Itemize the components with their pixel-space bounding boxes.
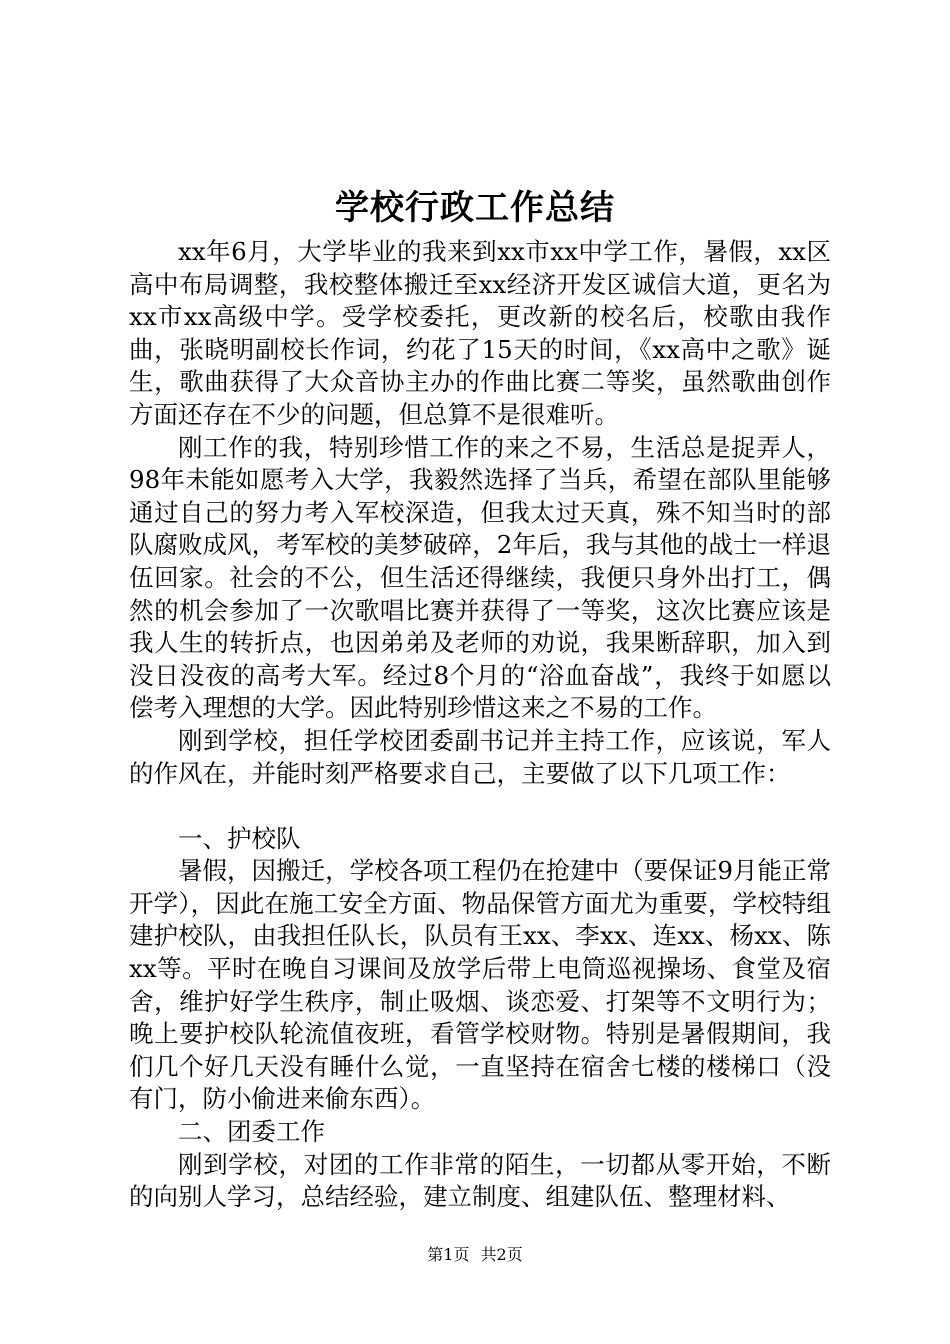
section-2-paragraph: 刚到学校，对团的工作非常的陌生，一切都从零开始，不断的向别人学习，总结经验，建立制度、组建队伍、整理材料、 — [129, 1149, 831, 1212]
section-1-paragraph: 暑假，因搬迁，学校各项工程仍在抢建中（要保证9月能正常开学），因此在施工安全方面、物品保管方面尤为重要，学校特组建护校队，由我担任队长，队员有王xx、李xx、连xx、杨xx、陈xx等。平时在晚自习课间及放学后带上电筒巡视操场、食堂及宿舍，维护好学生秩序，制止吸烟、谈恋爱、打架等不文明行为；晚上要护校队轮流值夜班，看管学校财物。特别是暑假期间，我们几个好几天没有睡什么觉，一直坚持在宿舍七楼的楼梯口（没有门，防小偷进来偷东西）。 — [129, 856, 831, 1114]
paragraph-2: 刚工作的我，特别珍惜工作的来之不易，生活总是捉弄人，98年未能如愿考入大学，我毅然选择了当兵，希望在部队里能够通过自己的努力考入军校深造，但我太过天真，殊不知当时的部队腐败成风，考军校的美梦破碎，2年后，我与其他的战士一样退伍回家。社会的不公，但生活还得继续，我便只身外出打工，偶然的机会参加了一次歌唱比赛并获得了一等奖，这次比赛应该是我人生的转折点，也因弟弟及老师的劝说，我果断辞职，加入到没日没夜的高考大军。经过8个月的“浴血奋战”，我终于如愿以偿考入理想的大学。因此特别珍惜这来之不易的工作。 — [129, 432, 831, 723]
document-title: 学校行政工作总结 — [335, 188, 615, 228]
paragraph-1: xx年6月，大学毕业的我来到xx市xx中学工作，暑假，xx区高中布局调整，我校整体搬迁至xx经济开发区诚信大道，更名为xx市xx高级中学。受学校委托，更改新的校名后，校歌由我作曲，张晓明副校长作词，约花了15天的时间，《xx高中之歌》诞生，歌曲获得了大众音协主办的作曲比赛二等奖，虽然歌曲创作方面还存在不少的问题，但总算不是很难听。 — [129, 237, 831, 429]
section-heading-2: 二、团委工作 — [178, 1117, 325, 1147]
document-body — [129, 236, 831, 1214]
section-heading-1: 一、护校队 — [178, 823, 301, 853]
blank-line — [129, 790, 831, 823]
page-number-footer: 第1页 共2页 — [427, 1245, 523, 1264]
paragraph-3: 刚到学校，担任学校团委副书记并主持工作，应该说，军人的作风在，并能时刻严格要求自己，主要做了以下几项工作： — [129, 725, 831, 788]
